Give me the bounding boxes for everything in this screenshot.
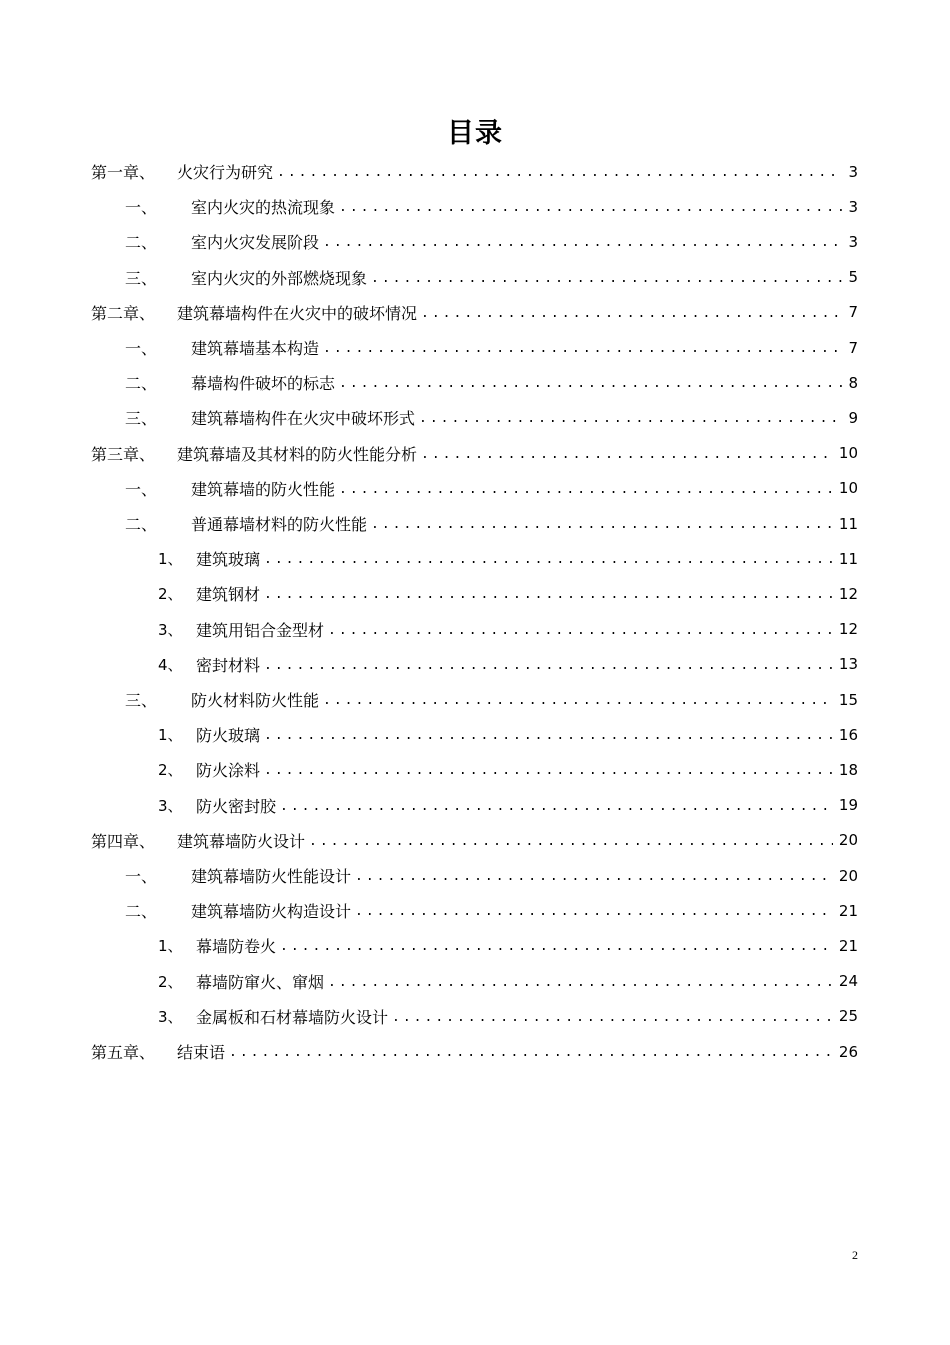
toc-entry[interactable] — [91, 823, 858, 858]
toc-entry-title: 防火玻璃 — [196, 726, 261, 746]
toc-entry-page-number: 25 — [838, 1007, 858, 1026]
toc-entry[interactable] — [125, 400, 858, 435]
toc-entry-page-number: 24 — [838, 972, 858, 991]
toc-entry-title: 防火密封胶 — [196, 796, 277, 816]
toc-entry-page-number: 9 — [848, 408, 858, 427]
toc-entry-page-number: 7 — [848, 338, 858, 357]
toc-entry-number: 第二章、 — [91, 303, 156, 323]
toc-dot-leader — [328, 974, 833, 989]
toc-entry-title: 建筑幕墙防火构造设计 — [191, 902, 352, 922]
toc-entry-page-number: 21 — [838, 936, 858, 955]
toc-dot-leader — [264, 551, 833, 566]
toc-entry[interactable] — [125, 858, 858, 893]
toc-entry[interactable] — [125, 471, 858, 506]
toc-entry-page-number: 18 — [838, 760, 858, 779]
toc-entry[interactable] — [125, 189, 858, 224]
toc-entry[interactable] — [125, 893, 858, 928]
toc-dot-leader — [421, 305, 842, 320]
toc-dot-leader — [309, 833, 833, 848]
toc-entry-title: 建筑幕墙的防火性能 — [191, 479, 336, 499]
toc-entry-page-number: 20 — [838, 866, 858, 885]
toc-entry-title: 密封材料 — [196, 655, 261, 675]
toc-entry-number: 一、 — [125, 339, 158, 358]
toc-entry[interactable] — [158, 647, 858, 682]
toc-entry[interactable] — [125, 330, 858, 365]
toc-entry-title: 室内火灾的热流现象 — [191, 198, 336, 218]
toc-dot-leader — [280, 798, 833, 813]
toc-entry-page-number: 10 — [838, 444, 858, 463]
toc-dot-leader — [277, 164, 842, 179]
toc-entry-title: 建筑幕墙构件在火灾中破坏形式 — [191, 409, 416, 429]
toc-entry-number: 二、 — [125, 374, 158, 394]
page-title: 目录 — [447, 118, 503, 149]
toc-entry-page-number: 11 — [838, 549, 858, 568]
toc-entry-title: 幕墙防卷火 — [196, 937, 277, 957]
toc-entry[interactable] — [158, 717, 858, 752]
toc-entry[interactable] — [158, 752, 858, 787]
toc-entry-number: 一、 — [125, 479, 158, 499]
toc-entry-page-number: 3 — [848, 162, 858, 181]
toc-dot-leader — [392, 1009, 833, 1024]
footer-page-number: 2 — [852, 1248, 858, 1262]
toc-entry-title: 室内火灾的外部燃烧现象 — [191, 268, 368, 288]
toc-entry[interactable] — [158, 928, 858, 963]
toc-entry-number: 1、 — [158, 550, 183, 569]
toc-entry-number: 3、 — [158, 1007, 183, 1026]
toc-entry-number: 一、 — [125, 867, 158, 886]
toc-entry[interactable] — [91, 295, 858, 330]
toc-entry[interactable] — [125, 224, 858, 259]
toc-entry[interactable] — [91, 154, 858, 189]
toc-entry-page-number: 5 — [848, 268, 858, 287]
toc-entry-number: 2、 — [158, 585, 183, 604]
toc-entry-title: 幕墙构件破坏的标志 — [191, 374, 336, 394]
toc-dot-leader — [371, 270, 842, 285]
toc-entry-page-number: 3 — [848, 232, 858, 251]
toc-entry-number: 第五章、 — [91, 1043, 156, 1062]
toc-entry-title: 建筑幕墙构件在火灾中的破坏情况 — [177, 303, 418, 323]
toc-dot-leader — [419, 410, 842, 425]
toc-entry[interactable] — [91, 1034, 858, 1069]
toc-entry-page-number: 12 — [838, 584, 858, 603]
toc-entry-number: 一、 — [125, 198, 158, 218]
toc-entry-page-number: 15 — [838, 690, 858, 709]
toc-entry-title: 结束语 — [177, 1043, 226, 1062]
toc-dot-leader — [323, 234, 842, 249]
toc-entry[interactable] — [158, 612, 858, 647]
toc-entry-number: 3、 — [158, 796, 183, 815]
toc-entry-number: 2、 — [158, 761, 183, 780]
toc-entry-number: 二、 — [125, 515, 158, 534]
toc-entry-page-number: 7 — [848, 303, 858, 322]
toc-entry-title: 金属板和石材幕墙防火设计 — [196, 1007, 389, 1027]
toc-dot-leader — [264, 657, 833, 672]
toc-entry-title: 普通幕墙材料的防火性能 — [191, 515, 368, 534]
toc-dot-leader — [229, 1044, 833, 1059]
toc-entry-page-number: 20 — [838, 831, 858, 850]
toc-dot-leader — [280, 938, 833, 953]
toc-entry-title: 建筑幕墙防火性能设计 — [191, 867, 352, 886]
toc-entry-title: 建筑幕墙基本构造 — [191, 339, 320, 358]
toc-entry-number: 2、 — [158, 972, 183, 991]
toc-dot-leader — [323, 692, 833, 707]
toc-entry-title: 防火涂料 — [196, 761, 261, 781]
toc-entry-number: 第一章、 — [91, 163, 156, 182]
toc-entry[interactable] — [91, 436, 858, 471]
toc-dot-leader — [421, 446, 833, 461]
toc-dot-leader — [355, 903, 833, 918]
toc-entry-title: 幕墙防窜火、窜烟 — [196, 972, 325, 992]
toc-entry-page-number: 19 — [838, 796, 858, 815]
toc-entry-title: 建筑用铝合金型材 — [196, 620, 325, 640]
toc-entry-page-number: 26 — [838, 1042, 858, 1061]
toc-entry-number: 三、 — [125, 691, 158, 710]
toc-entry-page-number: 21 — [838, 901, 858, 920]
toc-entry[interactable] — [158, 541, 858, 576]
toc-dot-leader — [355, 868, 833, 883]
toc-dot-leader — [339, 481, 833, 496]
toc-dot-leader — [371, 516, 833, 531]
toc-entry-page-number: 8 — [848, 373, 858, 392]
toc-entry[interactable] — [158, 964, 858, 999]
toc-entry-number: 第四章、 — [91, 831, 156, 851]
toc-entry[interactable] — [125, 260, 858, 295]
toc-entry[interactable] — [158, 576, 858, 611]
toc-dot-leader — [264, 762, 833, 777]
toc-entry-number: 1、 — [158, 937, 183, 956]
toc-entry[interactable] — [125, 506, 858, 541]
toc-entry[interactable] — [125, 365, 858, 400]
toc-entry-title: 室内火灾发展阶段 — [191, 233, 320, 253]
toc-dot-leader — [328, 622, 833, 637]
toc-entry-number: 1、 — [158, 726, 183, 745]
toc-entry-page-number: 13 — [838, 655, 858, 674]
toc-entry-title: 防火材料防火性能 — [191, 691, 320, 710]
toc-entry-page-number: 16 — [838, 725, 858, 744]
toc-entry[interactable] — [158, 999, 858, 1034]
toc-entry-number: 三、 — [125, 268, 158, 288]
toc-entry-title: 建筑幕墙及其材料的防火性能分析 — [177, 444, 418, 464]
toc-dot-leader — [264, 727, 833, 742]
toc-dot-leader — [339, 375, 842, 390]
toc-entry-page-number: 10 — [838, 479, 858, 498]
toc-entry-number: 二、 — [125, 233, 158, 253]
toc-entry-number: 4、 — [158, 655, 183, 674]
toc-entry-number: 三、 — [125, 409, 158, 429]
toc-entry-title: 建筑钢材 — [196, 585, 261, 605]
toc-entry-number: 3、 — [158, 620, 183, 639]
toc-entry-title: 建筑玻璃 — [196, 550, 261, 570]
toc-entry-number: 第三章、 — [91, 444, 156, 464]
toc-entry[interactable] — [158, 788, 858, 823]
toc-entry[interactable] — [125, 682, 858, 717]
toc-entry-page-number: 11 — [838, 514, 858, 533]
toc-entry-page-number: 12 — [838, 620, 858, 639]
toc-entry-page-number: 3 — [848, 197, 858, 216]
toc-dot-leader — [323, 340, 842, 355]
toc-dot-leader — [339, 199, 842, 214]
toc-entry-number: 二、 — [125, 902, 158, 922]
toc-entry-title: 建筑幕墙防火设计 — [177, 831, 306, 851]
toc-dot-leader — [264, 586, 833, 601]
toc-entry-title: 火灾行为研究 — [177, 163, 274, 182]
